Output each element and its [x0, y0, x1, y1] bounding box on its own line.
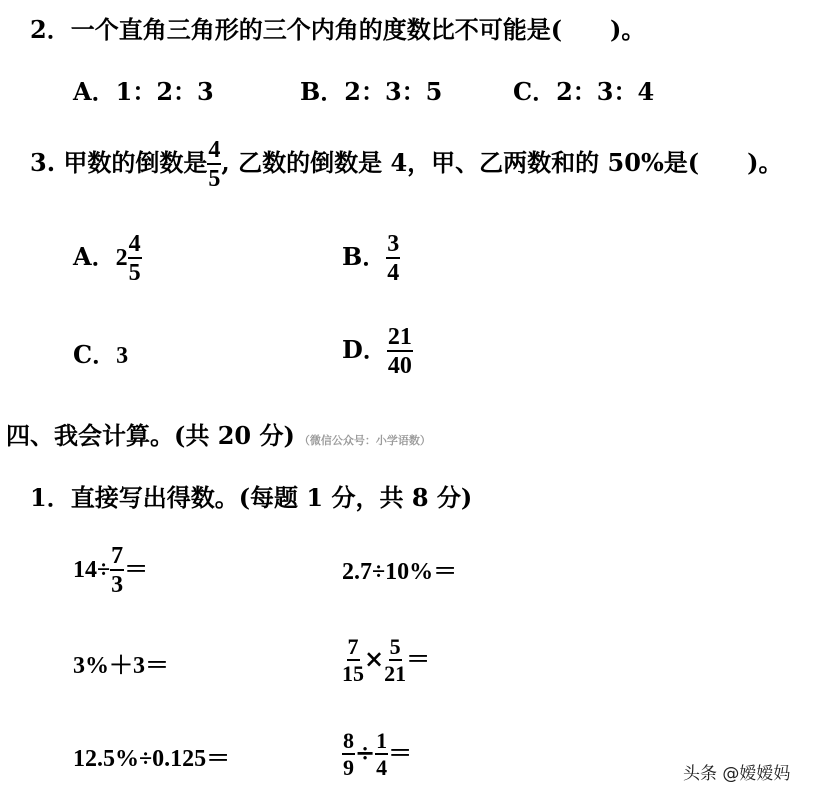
question-2-text: 2．一个直角三角形的三个内角的度数比不可能是( )。 [30, 15, 646, 44]
calc-4-num-1: 7 [347, 634, 359, 659]
calc-4-num-2: 5 [389, 634, 401, 659]
calc-2: 2.7÷10%＝ [342, 559, 458, 585]
q3-option-a-whole: 2 [115, 245, 128, 271]
q3-option-a [73, 232, 142, 285]
calc-4-den-1: 15 [342, 661, 364, 686]
q3-option-c-label: C． [73, 340, 117, 369]
calc-4 [342, 636, 430, 685]
calc-1 [73, 544, 148, 597]
calc-1-prefix: 14÷ [73, 557, 111, 583]
q3-option-a-label: A． [73, 242, 116, 271]
watermark: 头条 @嫒嫒妈 [683, 764, 791, 784]
calc-5: 12.5%÷0.125＝ [73, 746, 231, 772]
q3-option-c [73, 340, 129, 369]
calc-1-fraction [110, 544, 124, 597]
calc-6-num-2: 1 [376, 728, 388, 753]
q3-option-b-fraction [386, 232, 400, 285]
q3-option-b-num: 3 [387, 231, 400, 257]
q3-option-b-label: B． [342, 242, 387, 271]
q3-option-b [342, 232, 400, 285]
q3-option-d-num: 21 [387, 324, 412, 350]
calc-6-den-1: 9 [343, 755, 354, 780]
q2-option-a: A．1：2：3 [73, 77, 214, 106]
q3-option-d-fraction [387, 325, 413, 378]
q3-suffix: , 乙数的倒数是 4，甲、乙两数和的 50%是( )。 [221, 148, 783, 177]
calc-4-fraction-1 [342, 636, 364, 685]
q3-option-d [342, 325, 413, 378]
calc-4-fraction-2 [384, 636, 406, 685]
q3-option-c-value: 3 [116, 343, 129, 369]
calc-4-den-2: 21 [384, 661, 407, 686]
calc-6 [342, 730, 412, 779]
calc-6-fraction-1 [342, 730, 355, 779]
calc-6-equals: ＝ [388, 738, 413, 767]
q2-option-c: C．2：3：4 [513, 77, 655, 106]
calc-4-operator: × [364, 644, 385, 673]
section-4-q1-title: 1．直接写出得数。(每题 1 分，共 8 分) [30, 483, 473, 512]
section-4-title: 四、我会计算。(共 20 分) [6, 421, 295, 450]
section-4-note: （微信公众号：小学语数） [298, 434, 431, 447]
calc-6-fraction-2 [375, 730, 388, 779]
calc-6-operator: ÷ [355, 738, 376, 767]
q3-fraction [207, 138, 221, 191]
calc-4-equals: ＝ [406, 644, 431, 673]
q3-option-d-den: 40 [387, 353, 412, 379]
calc-6-num-1: 8 [343, 728, 354, 753]
q3-option-d-label: D． [342, 335, 387, 364]
calc-3: 3%＋3＝ [73, 653, 169, 679]
calc-1-num: 7 [111, 543, 124, 569]
section-4-heading [6, 421, 431, 450]
q3-fraction-den: 5 [208, 166, 221, 192]
q3-option-a-fraction [128, 232, 142, 285]
q3-option-a-den: 5 [128, 260, 141, 286]
q3-fraction-num: 4 [208, 137, 221, 163]
question-3 [30, 138, 782, 191]
q3-option-b-den: 4 [387, 260, 400, 286]
calc-1-equals: ＝ [124, 554, 149, 583]
calc-1-den: 3 [111, 572, 124, 598]
q3-option-a-num: 4 [128, 231, 141, 257]
calc-6-den-2: 4 [376, 755, 388, 780]
q3-prefix: 3. 甲数的倒数是 [30, 148, 208, 177]
q2-option-b: B．2：3：5 [300, 77, 443, 106]
